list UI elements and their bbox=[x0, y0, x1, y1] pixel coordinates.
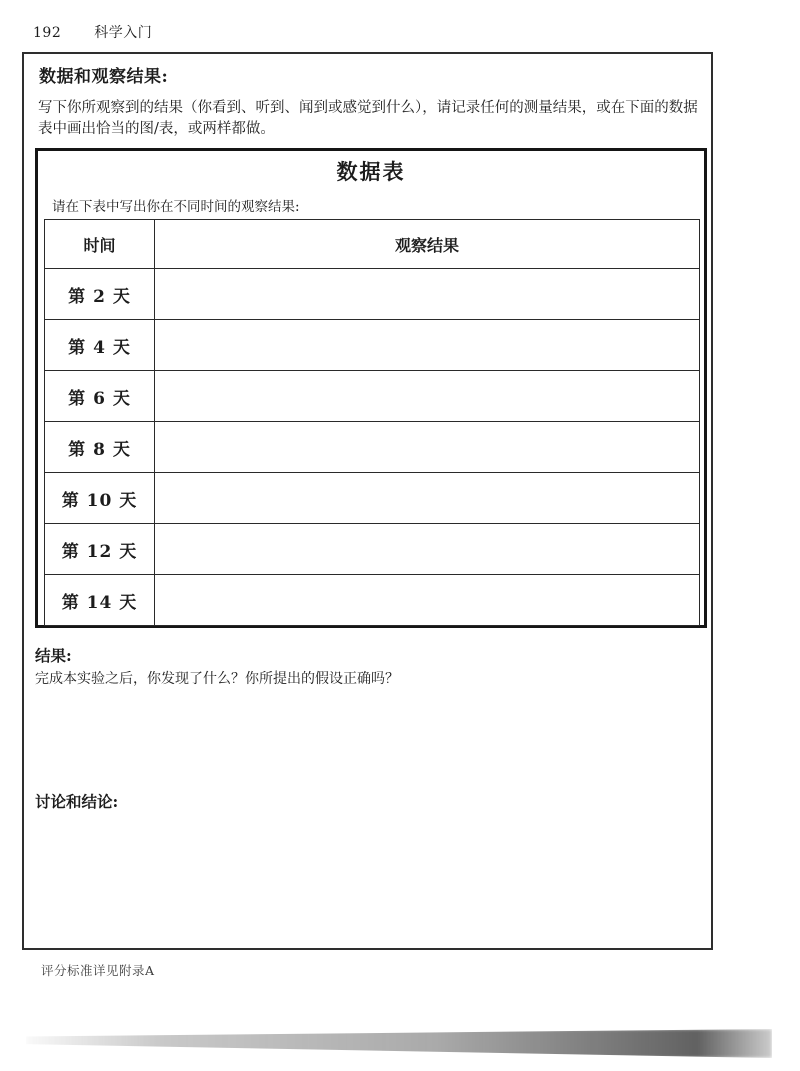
table-row bbox=[45, 320, 700, 371]
results-heading: 结果: bbox=[35, 646, 72, 665]
data-table-box bbox=[35, 148, 707, 628]
row-time-label: 第 2 天 bbox=[45, 269, 155, 320]
row-time-label: 第 12 天 bbox=[45, 524, 155, 575]
table-header-row bbox=[45, 220, 700, 269]
discussion-answer-space bbox=[35, 816, 695, 941]
observation-cell bbox=[155, 473, 700, 524]
book-title: 科学入门 bbox=[94, 25, 153, 41]
instructions-text: 写下你所观察到的结果（你看到、听到、闻到或感觉到什么），请记录任何的测量结果，或在下面的数据表中画出恰当的图/表，或两样都做。 bbox=[38, 100, 698, 137]
observation-cell bbox=[155, 422, 700, 473]
row-time-label: 第 14 天 bbox=[45, 575, 155, 626]
page-number: 192 bbox=[33, 25, 62, 41]
observation-cell bbox=[155, 269, 700, 320]
observation-cell bbox=[155, 575, 700, 626]
page-bottom-shadow bbox=[26, 1029, 772, 1058]
data-table-subtitle: 请在下表中写出你在不同时间的观察结果: bbox=[52, 199, 300, 215]
observation-cell bbox=[155, 320, 700, 371]
row-time-label: 第 10 天 bbox=[45, 473, 155, 524]
row-time-label: 第 6 天 bbox=[45, 371, 155, 422]
table-row bbox=[45, 422, 700, 473]
row-time-label: 第 4 天 bbox=[45, 320, 155, 371]
observation-cell bbox=[155, 524, 700, 575]
data-table-title: 数据表 bbox=[336, 159, 406, 184]
worksheet-box bbox=[22, 52, 713, 950]
table-row bbox=[45, 524, 700, 575]
section-heading: 数据和观察结果: bbox=[39, 67, 169, 87]
table-row bbox=[45, 575, 700, 626]
discussion-heading: 讨论和结论: bbox=[35, 792, 119, 811]
results-answer-space bbox=[35, 694, 695, 784]
row-time-label: 第 8 天 bbox=[45, 422, 155, 473]
page-header bbox=[33, 22, 152, 42]
observation-cell bbox=[155, 371, 700, 422]
observation-table bbox=[44, 219, 700, 626]
results-question: 完成本实验之后，你发现了什么？你所提出的假设正确吗？ bbox=[35, 671, 399, 687]
column-header-observation: 观察结果 bbox=[155, 220, 700, 269]
column-header-time: 时间 bbox=[45, 220, 155, 269]
table-row bbox=[45, 371, 700, 422]
table-row bbox=[45, 269, 700, 320]
footer-note: 评分标准详见附录A bbox=[41, 963, 155, 978]
table-row bbox=[45, 473, 700, 524]
